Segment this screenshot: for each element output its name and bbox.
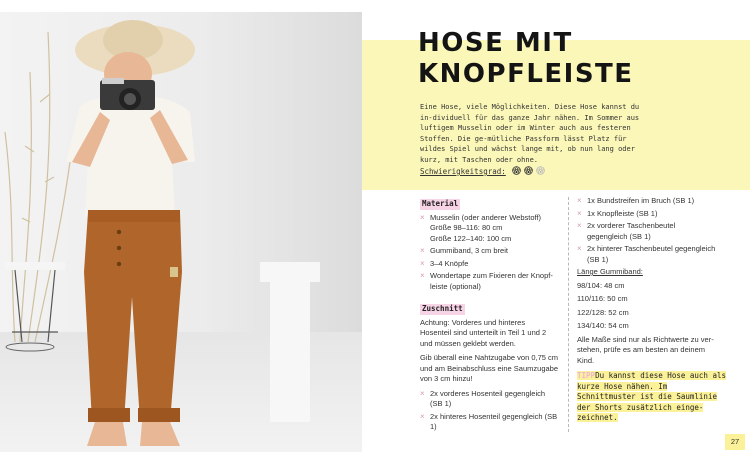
gummiband-row: 98/104: 48 cm	[577, 280, 625, 290]
gummiband-row: 110/116: 50 cm	[577, 294, 628, 303]
material-list	[420, 213, 558, 293]
list-item: × 1x Bundstreifen im Bruch (SB 1)	[577, 196, 717, 207]
list-item: × 2x hinterer Taschenbeutel gegengleich (SB 1)	[577, 244, 717, 265]
intro-text: Eine Hose, viele Möglichkeiten. Diese Hose kannst du in-dividuell für das ganze Jahr nähen. Im Sommer aus luftigem Musselin oder im Winter auch aus festeren Stoffen. Die ge-mütliche Passform lässt Platz für wildes Spiel und wächst lange mit, ob nun lang oder kurz, mit Taschen oder ohne.	[420, 103, 640, 164]
gummiband-heading: Länge Gummiband:	[577, 267, 643, 276]
zuschnitt-list	[420, 389, 558, 433]
flower-icon	[536, 166, 545, 175]
cut-pieces-list	[577, 196, 717, 265]
flower-icon	[524, 166, 533, 175]
zuschnitt-heading: Zuschnitt	[422, 304, 463, 313]
zuschnitt-paragraph-2: Gib überall eine Nahtzugabe von 0,75 cm und am Beinabschluss eine Saumzugabe von 3 cm hinzu!	[420, 353, 559, 383]
right-column	[577, 196, 717, 370]
material-heading: Material	[422, 199, 459, 208]
page-number: 27	[725, 434, 745, 450]
left-column	[420, 199, 558, 435]
gummiband-row: 122/128: 52 cm	[577, 307, 629, 317]
flower-icon	[512, 166, 521, 175]
list-item: × 1x Knopfleiste (SB 1)	[577, 209, 717, 220]
zuschnitt-paragraph-1: Achtung: Vorderes und hinteres Hosenteil sind unterteilt in Teil 1 und 2 und müssen geklebt werden.	[420, 317, 547, 348]
list-item: Größe 122–140: 100 cm	[430, 233, 512, 243]
list-item: × Wondertape zum Fixieren der Knopf-leiste (optional)	[420, 271, 558, 292]
list-item: × 2x vorderer Taschenbeutel gegengleich (SB 1)	[577, 221, 717, 242]
page-title	[418, 28, 634, 90]
tip-text: Du kannst diese Hose auch als kurze Hose nähen. Im Schnittmuster ist die Saumlinie der Shorts zusätzlich einge-zeichnet.	[577, 371, 727, 422]
list-item: × Gummiband, 3 cm breit	[420, 246, 558, 257]
list-item: Größe 98–116: 80 cm	[430, 223, 503, 232]
list-item: × 2x hinteres Hosenteil gegengleich (SB 1)	[420, 412, 558, 433]
title-line-1: HOSE MIT	[418, 28, 573, 58]
list-item: × 3–4 Knöpfe	[420, 259, 558, 270]
difficulty-rating	[420, 166, 548, 177]
difficulty-label: Schwierigkeitsgrad:	[420, 167, 506, 176]
gummiband-row: 134/140: 54 cm	[577, 321, 629, 330]
list-item: × 2x vorderes Hosenteil gegengleich (SB 1)	[420, 389, 558, 410]
child-with-camera-illustration	[0, 12, 362, 452]
hero-photo	[0, 12, 362, 452]
difficulty-icons	[512, 166, 548, 177]
tip-box	[577, 371, 727, 424]
column-divider	[568, 197, 569, 432]
list-item: × Musselin (oder anderer Webstoff)	[420, 213, 558, 224]
tip-label: TIPP	[577, 371, 596, 380]
title-line-2: KNOPFLEISTE	[418, 59, 634, 89]
gummiband-note: Alle Maße sind nur als Richtwerte zu ver-stehen, prüfe es am besten an deinem Kind.	[577, 334, 714, 365]
